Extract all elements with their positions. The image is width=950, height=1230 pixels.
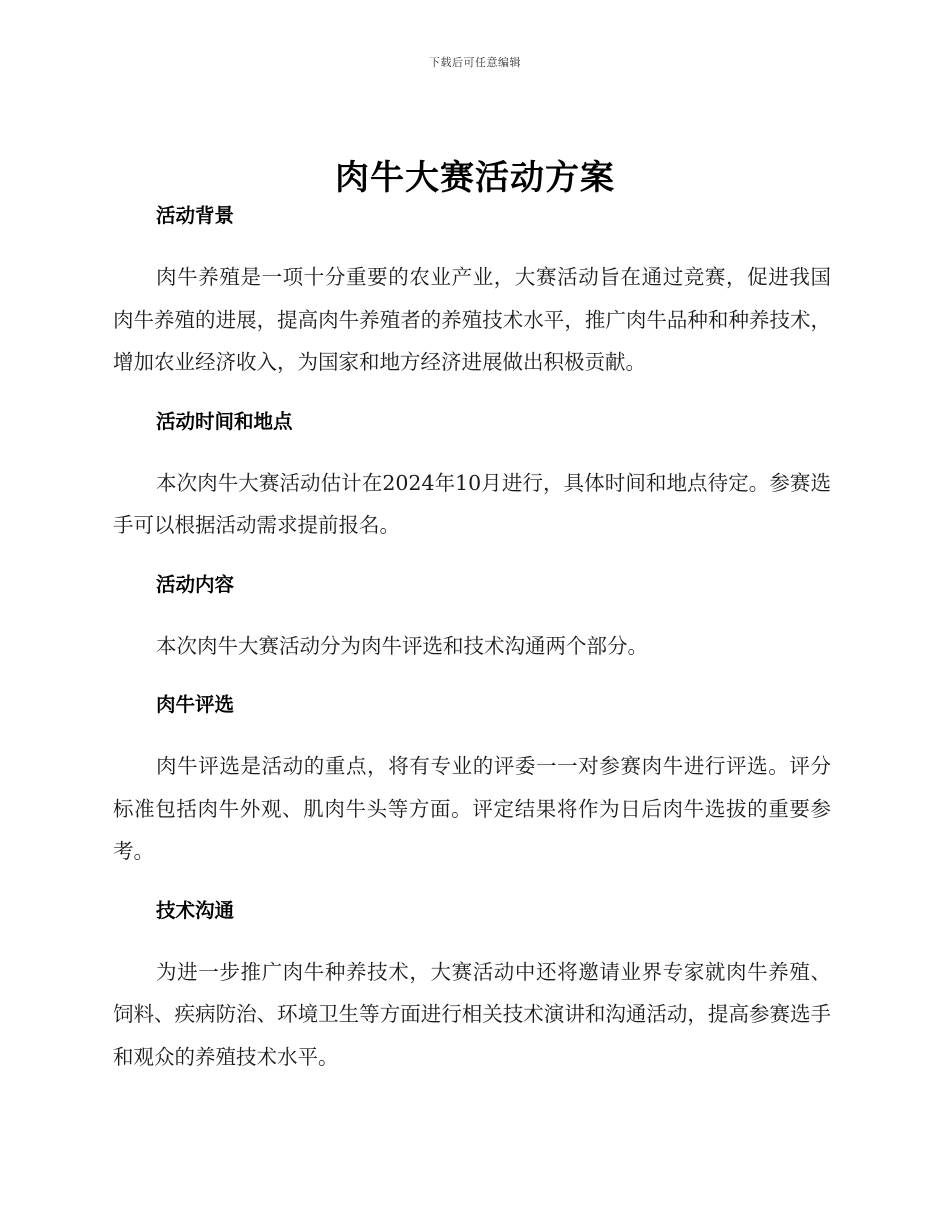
section-cattle-selection [113,691,831,897]
section-content [113,571,831,692]
section-heading: 活动内容 [156,572,235,596]
section-paragraph: 本次肉牛大赛活动估计在2024年10月进行，具体时间和地点待定。参赛选手可以根据活动需求提前报名。 [113,470,831,537]
section-paragraph: 肉牛养殖是一项十分重要的农业产业，大赛活动旨在通过竞赛，促进我国肉牛养殖的进展，提高肉牛养殖者的养殖技术水平，推广肉牛品种和种养技术，增加农业经济收入，为国家和地方经济进展做出积极贡献。 [113,265,831,374]
header-note: 下载后可任意编辑 [429,56,521,69]
section-heading: 活动背景 [156,204,235,227]
section-time-location [113,408,831,571]
section-paragraph: 肉牛评选是活动的重点，将有专业的评委一一对参赛肉牛进行评选。评分标准包括肉牛外观、肌肉牛头等方面。评定结果将作为日后肉牛选拔的重要参考。 [113,754,831,863]
section-tech-exchange [113,897,831,1079]
section-paragraph: 本次肉牛大赛活动分为肉牛评选和技术沟通两个部分。 [156,633,648,658]
section-heading: 技术沟通 [156,898,235,922]
section-heading: 活动时间和地点 [156,409,293,433]
document-body [113,202,831,1078]
section-background [113,202,831,408]
document-title: 肉牛大赛活动方案 [335,158,615,198]
section-heading: 肉牛评选 [156,693,235,716]
section-paragraph: 为进一步推广肉牛种养技术，大赛活动中还将邀请业界专家就肉牛养殖、饲料、疾病防治、环境卫生等方面进行相关技术演讲和沟通活动，提高参赛选手和观众的养殖技术水平。 [113,959,831,1069]
